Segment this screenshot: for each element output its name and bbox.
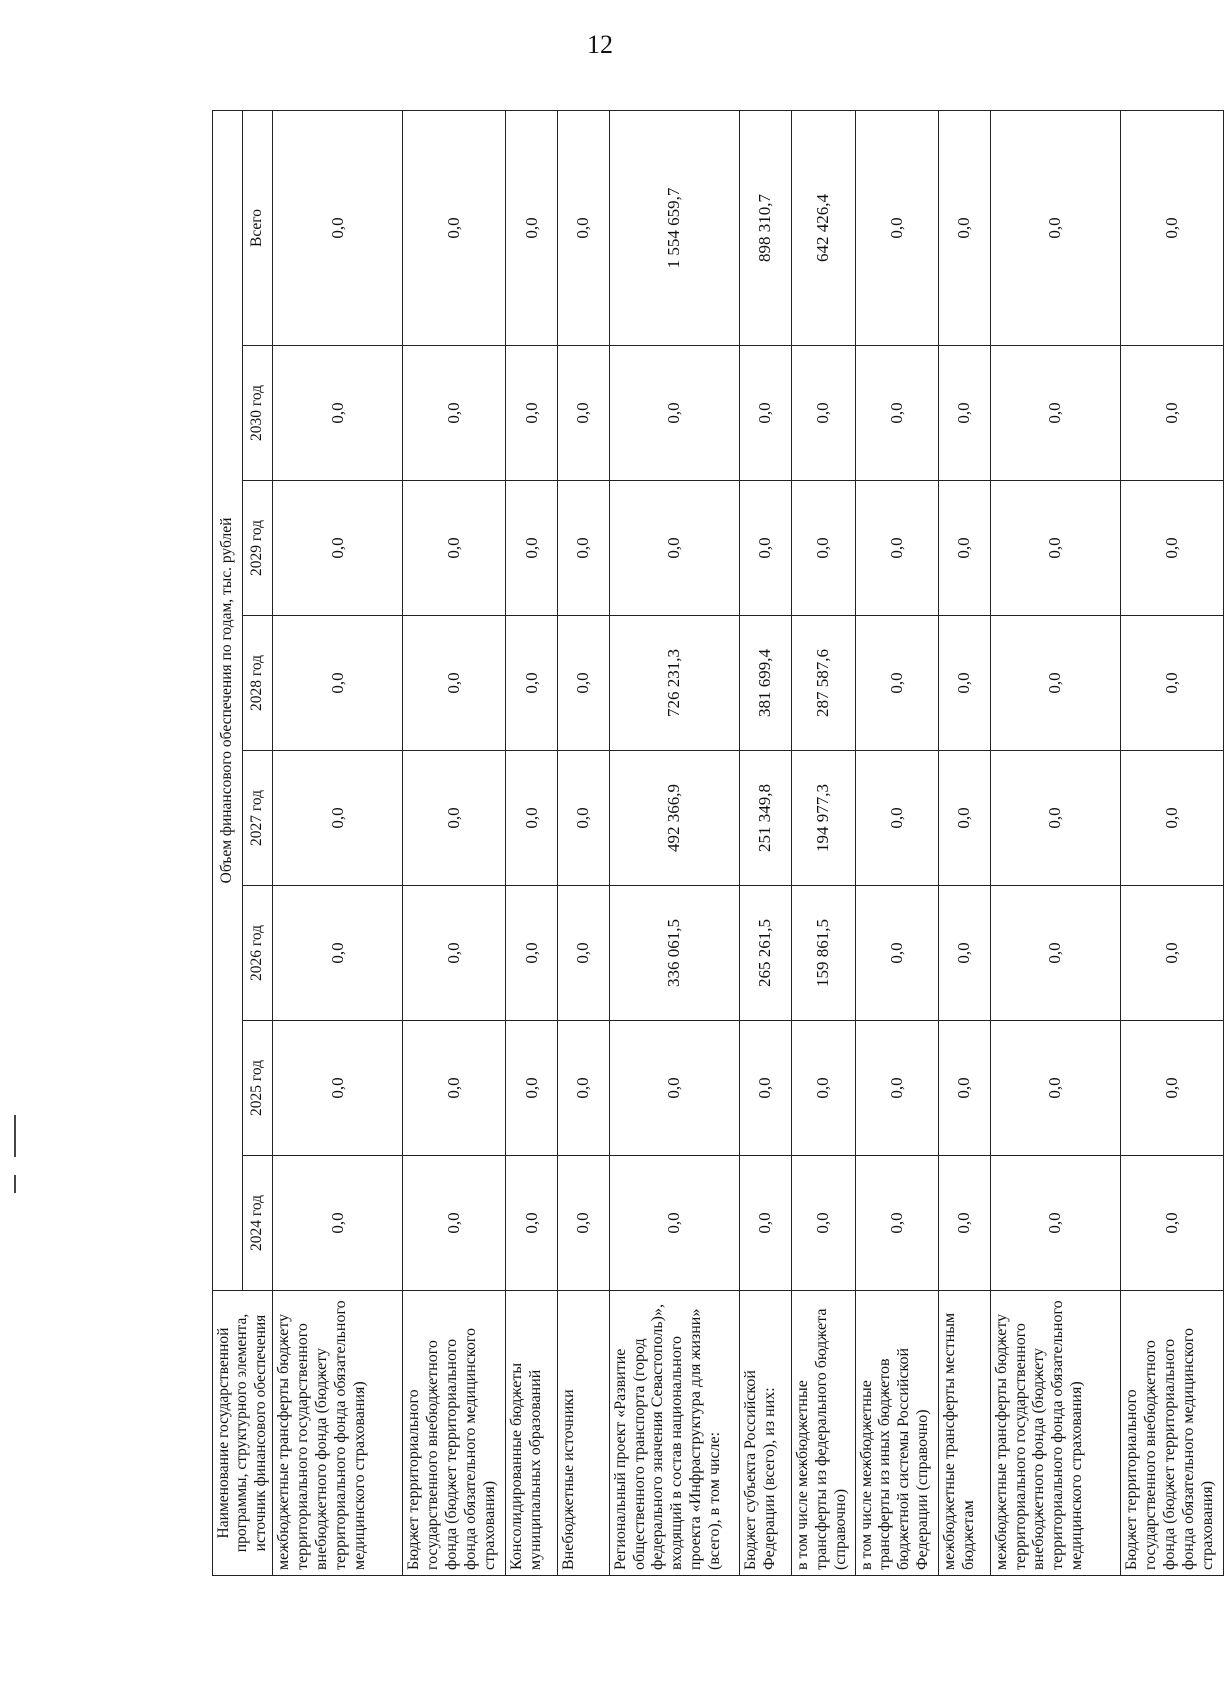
row-year-value: 0,0 <box>938 886 990 1021</box>
row-year-value: 0,0 <box>403 1021 506 1156</box>
row-year-value: 0,0 <box>740 1156 792 1291</box>
row-total-value: 0,0 <box>1121 111 1224 346</box>
row-year-value: 0,0 <box>506 481 558 616</box>
row-year-value: 0,0 <box>990 616 1120 751</box>
row-year-value: 0,0 <box>1121 1021 1224 1156</box>
row-year-value: 0,0 <box>506 1021 558 1156</box>
table-row <box>938 111 990 1576</box>
row-year-value: 0,0 <box>273 1021 403 1156</box>
row-year-value: 194 977,3 <box>791 751 855 886</box>
row-year-value: 0,0 <box>403 346 506 481</box>
row-year-value: 0,0 <box>506 1156 558 1291</box>
row-total-value: 0,0 <box>855 111 938 346</box>
row-year-value: 0,0 <box>403 751 506 886</box>
row-year-value: 0,0 <box>855 346 938 481</box>
row-year-value: 0,0 <box>990 1021 1120 1156</box>
header-year: 2026 год <box>243 886 273 1021</box>
row-year-value: 0,0 <box>506 886 558 1021</box>
header-year: 2024 год <box>243 1156 273 1291</box>
binding-mark <box>14 1175 16 1193</box>
row-name: Внебюджетные источники <box>557 1291 609 1576</box>
row-year-value: 0,0 <box>506 346 558 481</box>
row-name: Бюджет территориального государственного внебюджетного фонда (бюджет территориального фонда обязательного медицинского страхования) <box>403 1291 506 1576</box>
row-year-value: 0,0 <box>938 1021 990 1156</box>
row-year-value: 0,0 <box>273 481 403 616</box>
row-year-value: 0,0 <box>740 481 792 616</box>
row-total-value: 0,0 <box>557 111 609 346</box>
row-total-value: 0,0 <box>403 111 506 346</box>
table-row <box>506 111 558 1576</box>
row-year-value: 0,0 <box>791 346 855 481</box>
row-year-value: 265 261,5 <box>740 886 792 1021</box>
row-year-value: 0,0 <box>791 1021 855 1156</box>
row-name: межбюджетные трансферты бюджету территориального государственного внебюджетного фонда (бюджету территориального фонда обязательного медицинского страхования) <box>990 1291 1120 1576</box>
financing-table <box>212 110 1224 1576</box>
row-year-value: 0,0 <box>990 1156 1120 1291</box>
row-year-value: 0,0 <box>990 886 1120 1021</box>
row-year-value: 336 061,5 <box>609 886 739 1021</box>
row-name: Консолидированные бюджеты муниципальных образований <box>506 1291 558 1576</box>
row-year-value: 0,0 <box>1121 346 1224 481</box>
header-year: 2029 год <box>243 481 273 616</box>
table-row <box>791 111 855 1576</box>
row-year-value: 0,0 <box>740 346 792 481</box>
row-year-value: 0,0 <box>557 481 609 616</box>
row-year-value: 0,0 <box>740 1021 792 1156</box>
row-year-value: 0,0 <box>609 1156 739 1291</box>
row-year-value: 0,0 <box>506 616 558 751</box>
rotated-table-container <box>212 111 1224 1576</box>
row-name: Бюджет субъекта Российской Федерации (всего), из них: <box>740 1291 792 1576</box>
row-year-value: 0,0 <box>557 616 609 751</box>
row-year-value: 0,0 <box>403 886 506 1021</box>
row-year-value: 0,0 <box>609 481 739 616</box>
row-year-value: 0,0 <box>557 346 609 481</box>
row-year-value: 0,0 <box>791 481 855 616</box>
row-year-value: 0,0 <box>938 1156 990 1291</box>
table-row <box>740 111 792 1576</box>
row-year-value: 0,0 <box>403 481 506 616</box>
header-year: 2025 год <box>243 1021 273 1156</box>
row-year-value: 0,0 <box>855 1156 938 1291</box>
row-year-value: 0,0 <box>273 751 403 886</box>
row-year-value: 287 587,6 <box>791 616 855 751</box>
row-year-value: 726 231,3 <box>609 616 739 751</box>
row-name: Региональный проект «Развитие общественного транспорта (город федерального значения Севастополь)», входящий в состав национального проекта «Инфраструктура для жизни» (всего), в том числе: <box>609 1291 739 1576</box>
row-year-value: 0,0 <box>273 616 403 751</box>
row-year-value: 0,0 <box>273 1156 403 1291</box>
table-row <box>273 111 403 1576</box>
row-year-value: 0,0 <box>990 346 1120 481</box>
row-total-value: 642 426,4 <box>791 111 855 346</box>
row-year-value: 0,0 <box>1121 1156 1224 1291</box>
row-year-value: 0,0 <box>938 751 990 886</box>
header-year: 2030 год <box>243 346 273 481</box>
header-year: 2027 год <box>243 751 273 886</box>
header-year: 2028 год <box>243 616 273 751</box>
row-year-value: 0,0 <box>938 481 990 616</box>
table-row <box>1121 111 1224 1576</box>
row-year-value: 0,0 <box>855 616 938 751</box>
row-total-value: 0,0 <box>990 111 1120 346</box>
row-year-value: 0,0 <box>855 751 938 886</box>
row-total-value: 898 310,7 <box>740 111 792 346</box>
row-name: в том числе межбюджетные трансферты из иных бюджетов бюджетной системы Российской Федерации (справочно) <box>855 1291 938 1576</box>
row-year-value: 0,0 <box>609 346 739 481</box>
header-name-column: Наименование государственной программы, структурного элемента, источник финансового обеспечения <box>213 1291 273 1576</box>
row-total-value: 0,0 <box>938 111 990 346</box>
table-row <box>990 111 1120 1576</box>
row-year-value: 0,0 <box>557 1021 609 1156</box>
page-number: 12 <box>587 30 613 59</box>
row-year-value: 0,0 <box>938 346 990 481</box>
row-year-value: 492 366,9 <box>609 751 739 886</box>
table-row <box>609 111 739 1576</box>
row-year-value: 0,0 <box>506 751 558 886</box>
row-year-value: 381 699,4 <box>740 616 792 751</box>
row-year-value: 0,0 <box>938 616 990 751</box>
row-name: межбюджетные трансферты местным бюджетам <box>938 1291 990 1576</box>
row-year-value: 0,0 <box>990 751 1120 886</box>
row-year-value: 0,0 <box>855 886 938 1021</box>
table-row <box>403 111 506 1576</box>
row-year-value: 251 349,8 <box>740 751 792 886</box>
row-year-value: 0,0 <box>403 616 506 751</box>
row-year-value: 0,0 <box>609 1021 739 1156</box>
row-year-value: 0,0 <box>1121 616 1224 751</box>
row-year-value: 0,0 <box>1121 886 1224 1021</box>
row-year-value: 0,0 <box>403 1156 506 1291</box>
binding-mark <box>14 1115 16 1157</box>
row-year-value: 0,0 <box>557 751 609 886</box>
row-total-value: 0,0 <box>273 111 403 346</box>
row-year-value: 0,0 <box>273 346 403 481</box>
table-row <box>855 111 938 1576</box>
row-year-value: 0,0 <box>1121 751 1224 886</box>
header-group: Объем финансового обеспечения по годам, тыс. рублей <box>213 111 243 1291</box>
row-name: межбюджетные трансферты бюджету территориального государственного внебюджетного фонда (бюджету территориального фонда обязательного медицинского страхования) <box>273 1291 403 1576</box>
row-year-value: 0,0 <box>557 886 609 1021</box>
header-total: Всего <box>243 111 273 346</box>
row-total-value: 1 554 659,7 <box>609 111 739 346</box>
row-year-value: 0,0 <box>990 481 1120 616</box>
row-year-value: 0,0 <box>1121 481 1224 616</box>
row-year-value: 0,0 <box>791 1156 855 1291</box>
row-total-value: 0,0 <box>506 111 558 346</box>
row-year-value: 159 861,5 <box>791 886 855 1021</box>
row-year-value: 0,0 <box>855 481 938 616</box>
row-name: Бюджет территориального государственного внебюджетного фонда (бюджет территориального фонда обязательного медицинского страхования) <box>1121 1291 1224 1576</box>
row-year-value: 0,0 <box>855 1021 938 1156</box>
row-name: в том числе межбюджетные трансферты из федерального бюджета (справочно) <box>791 1291 855 1576</box>
row-year-value: 0,0 <box>557 1156 609 1291</box>
table-row <box>557 111 609 1576</box>
row-year-value: 0,0 <box>273 886 403 1021</box>
